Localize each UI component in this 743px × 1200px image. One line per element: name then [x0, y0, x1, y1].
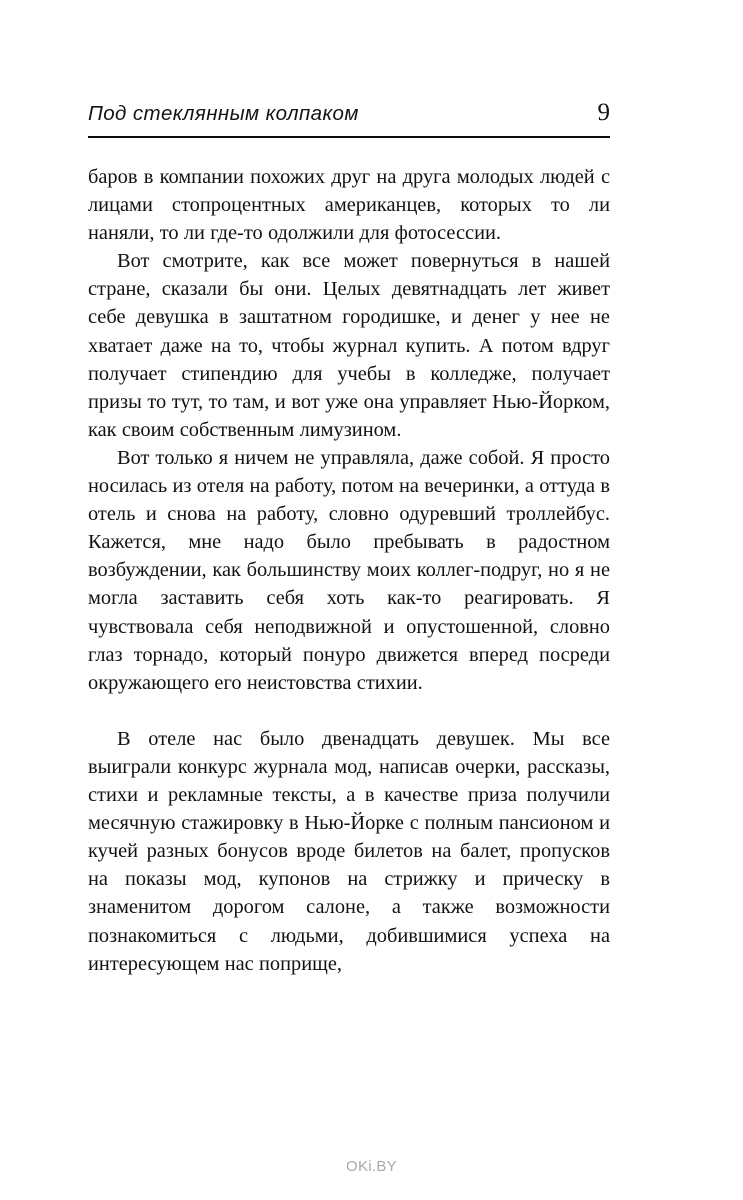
body-paragraph: Вот только я ничем не управляла, даже собой. Я просто носилась из отеля на работу, потом на вечеринки, а оттуда в отель и снова на работу, словно одуревший троллейбус. Кажется, мне надо было пребывать в радостном возбуждении, как большинству моих коллег-подруг, но я не могла заставить себя хоть как-то реагировать. Я чувствовала себя неподвижной и опустошенной, словно глаз торнадо, который понуро движется вперед посреди окружающего его неистовства стихии.: [88, 446, 610, 694]
running-head-title: Под стеклянным колпаком: [88, 102, 359, 125]
body-paragraph: баров в компании похожих друг на друга молодых людей с лицами стопроцентных американцев, которых то ли наняли, то ли где-то одолжили для фотосессии.: [88, 166, 610, 245]
running-head: [88, 100, 610, 126]
watermark: OKi.BY: [346, 1158, 397, 1175]
body-text-block: [88, 163, 610, 978]
page-number: 9: [597, 99, 610, 126]
body-paragraph: В отеле нас было двенадцать девушек. Мы все выиграли конкурс журнала мод, написав очерки, рассказы, стихи и рекламные тексты, а в качестве приза получили месячную стажировку в Нью-Йорке с полным пансионом и кучей разных бонусов вроде билетов на балет, пропусков на показы мод, купонов на стрижку и прическу в знаменитом дорогом салоне, а также возможности познакомиться с людьми, добившимися успеха на интересующем нас поприще,: [88, 727, 610, 975]
body-paragraph: Вот смотрите, как все может повернуться в нашей стране, сказали бы они. Целых девятнадцать лет живет себе девушка в заштатном городишке, и денег у нее не хватает даже на то, чтобы журнал купить. А потом вдруг получает стипендию для учебы в колледже, получает призы то тут, то там, и вот уже она управляет Нью-Йорком, как своим собственным лимузином.: [88, 250, 610, 441]
header-divider-rule: [88, 136, 610, 138]
